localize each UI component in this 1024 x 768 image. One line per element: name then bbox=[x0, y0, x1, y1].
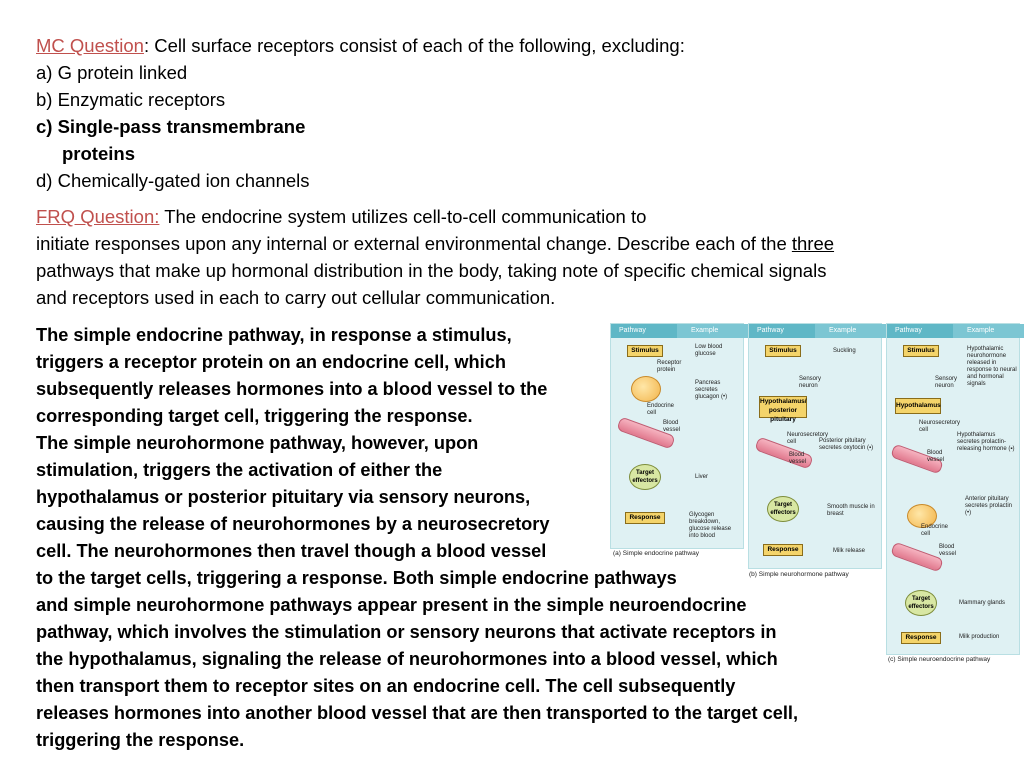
panel-a-header-example: Example bbox=[677, 324, 757, 338]
panel-c-header-example: Example bbox=[953, 324, 1024, 338]
panel-a-stimulus: Stimulus bbox=[627, 345, 663, 357]
frq-question bbox=[36, 203, 966, 311]
panel-c-header-pathway: Pathway bbox=[887, 324, 961, 338]
answer-line: corresponding target cell, triggering the response. bbox=[36, 406, 473, 426]
endocrine-cell-icon bbox=[631, 376, 661, 402]
panel-c-caption: (c) Simple neuroendocrine pathway bbox=[888, 656, 991, 663]
answer-line: the hypothalamus, signaling the release of neurohormones into a blood vessel, which bbox=[36, 649, 778, 669]
panel-a-example-1: Low blood glucose bbox=[695, 344, 723, 357]
panel-b-hypothalamus: Hypothalamus/ posterior pituitary bbox=[760, 398, 807, 423]
mc-option-b: b) Enzymatic receptors bbox=[36, 89, 226, 110]
panel-a-header-pathway: Pathway bbox=[611, 324, 685, 338]
panel-b-example-3: Smooth muscle in breast bbox=[827, 504, 875, 517]
answer-line: releases hormones into another blood vessel that are then transported to the target cell, bbox=[36, 703, 799, 723]
panel-c-example-2: Hypothalamus secretes prolactin-releasing hormone (▪) bbox=[957, 432, 1015, 452]
mc-option-c-cont: proteins bbox=[62, 143, 135, 164]
mc-prompt bbox=[36, 32, 936, 59]
panel-b-example-1: Suckling bbox=[833, 348, 856, 354]
panel-c-example-3: Anterior pituitary secretes prolactin (•) bbox=[965, 496, 1013, 516]
answer-line: pathway, which involves the stimulation or sensory neurons that activate receptors in bbox=[36, 622, 777, 642]
panel-b-header-example: Example bbox=[815, 324, 895, 338]
panel-b-caption: (b) Simple neurohormone pathway bbox=[749, 571, 849, 578]
figure-panel-c bbox=[886, 323, 1020, 655]
panel-b-stimulus: Stimulus bbox=[765, 345, 801, 357]
mc-option-d: d) Chemically-gated ion channels bbox=[36, 170, 310, 191]
panel-b-header-pathway: Pathway bbox=[749, 324, 823, 338]
mc-option-c: c) Single-pass transmembrane bbox=[36, 116, 306, 137]
answer-line: to the target cells, triggering a response. Both simple endocrine pathways bbox=[36, 568, 677, 588]
panel-c-example-1: Hypothalamic neurohormone released in response to neural and hormonal signals bbox=[967, 346, 1017, 387]
panel-c-stimulus: Stimulus bbox=[903, 345, 939, 357]
panel-c-hypothalamus: Hypothalamus bbox=[895, 398, 941, 414]
answer-line: hypothalamus or posterior pituitary via sensory neurons, bbox=[36, 487, 531, 507]
panel-b-sensory-label: Sensory neuron bbox=[799, 376, 822, 389]
panel-b-example-2: Posterior pituitary secretes oxytocin (▪) bbox=[819, 438, 874, 451]
panel-a-response: Response bbox=[625, 512, 665, 524]
panel-a-example-2: Pancreas secretes glucagon (•) bbox=[695, 380, 728, 400]
answer-line: The simple endocrine pathway, in response a stimulus, bbox=[36, 325, 512, 345]
panel-b-response: Response bbox=[763, 544, 803, 556]
frq-three: three bbox=[791, 233, 835, 254]
frq-line-4: and receptors used in each to carry out cellular communication. bbox=[36, 287, 556, 308]
answer-line: then transport them to receptor sites on an endocrine cell. The cell subsequently bbox=[36, 676, 736, 696]
answer-line: and simple neurohormone pathways appear present in the simple neuroendocrine bbox=[36, 595, 747, 615]
figure-panel-b bbox=[748, 323, 882, 578]
answer-line: subsequently releases hormones into a blood vessel to the bbox=[36, 379, 548, 399]
panel-b-neurosecretory-label: Neurosecretory cell bbox=[787, 432, 829, 445]
panel-a-example-4: Glycogen breakdown, glucose release into blood bbox=[689, 512, 732, 539]
answer-line: triggering the response. bbox=[36, 730, 245, 750]
panel-b-vessel-label: Blood vessel bbox=[789, 452, 807, 465]
frq-line-2 bbox=[36, 230, 966, 257]
frq-line-1-text: The endocrine system utilizes cell-to-cell communication to bbox=[159, 206, 647, 227]
panel-c-target: Target effectors bbox=[905, 590, 937, 616]
mc-prompt-text: : Cell surface receptors consist of each of the following, excluding: bbox=[143, 35, 685, 56]
panel-c-neurosecretory-label: Neurosecretory cell bbox=[919, 420, 961, 433]
panel-b-example-4: Milk release bbox=[833, 548, 866, 554]
panel-a-caption: (a) Simple endocrine pathway bbox=[613, 550, 699, 557]
panel-a-receptor-label: Receptor protein bbox=[657, 360, 682, 373]
blood-vessel-icon bbox=[890, 542, 944, 573]
panel-a-endocrine-label: Endocrine cell bbox=[647, 403, 675, 416]
panel-c-vessel-label: Blood vessel bbox=[927, 450, 945, 463]
answer-line: The simple neurohormone pathway, however, upon bbox=[36, 433, 479, 453]
frq-line-3: pathways that make up hormonal distribution in the body, taking note of specific chemical signals bbox=[36, 260, 827, 281]
panel-c-vessel2-label: Blood vessel bbox=[939, 544, 957, 557]
panel-c-endocrine-label: Endocrine cell bbox=[921, 524, 949, 537]
panel-a-example-3: Liver bbox=[695, 474, 709, 480]
panel-a-target: Target effectors bbox=[629, 464, 661, 490]
mc-question bbox=[36, 32, 936, 194]
answer-line: causing the release of neurohormones by a neurosecretory bbox=[36, 514, 550, 534]
panel-c-example-5: Milk production bbox=[959, 634, 1000, 640]
answer-line: cell. The neurohormones then travel though a blood vessel bbox=[36, 541, 547, 561]
answer-line: triggers a receptor protein on an endocrine cell, which bbox=[36, 352, 506, 372]
panel-a-vessel-label: Blood vessel bbox=[663, 420, 681, 433]
panel-c-sensory-label: Sensory neuron bbox=[935, 376, 958, 389]
panel-c-response: Response bbox=[901, 632, 941, 644]
panel-c-example-4: Mammary glands bbox=[959, 600, 1006, 606]
panel-b-target: Target effectors bbox=[767, 496, 799, 522]
figure-panel-a bbox=[610, 323, 744, 557]
mc-option-a: a) G protein linked bbox=[36, 62, 188, 83]
frq-line-2-text: initiate responses upon any internal or external environmental change. Describe each of the bbox=[36, 233, 792, 254]
mc-label: MC Question bbox=[36, 35, 144, 56]
frq-line-1 bbox=[36, 203, 966, 230]
frq-label: FRQ Question: bbox=[36, 206, 160, 227]
answer-line: stimulation, triggers the activation of either the bbox=[36, 460, 443, 480]
